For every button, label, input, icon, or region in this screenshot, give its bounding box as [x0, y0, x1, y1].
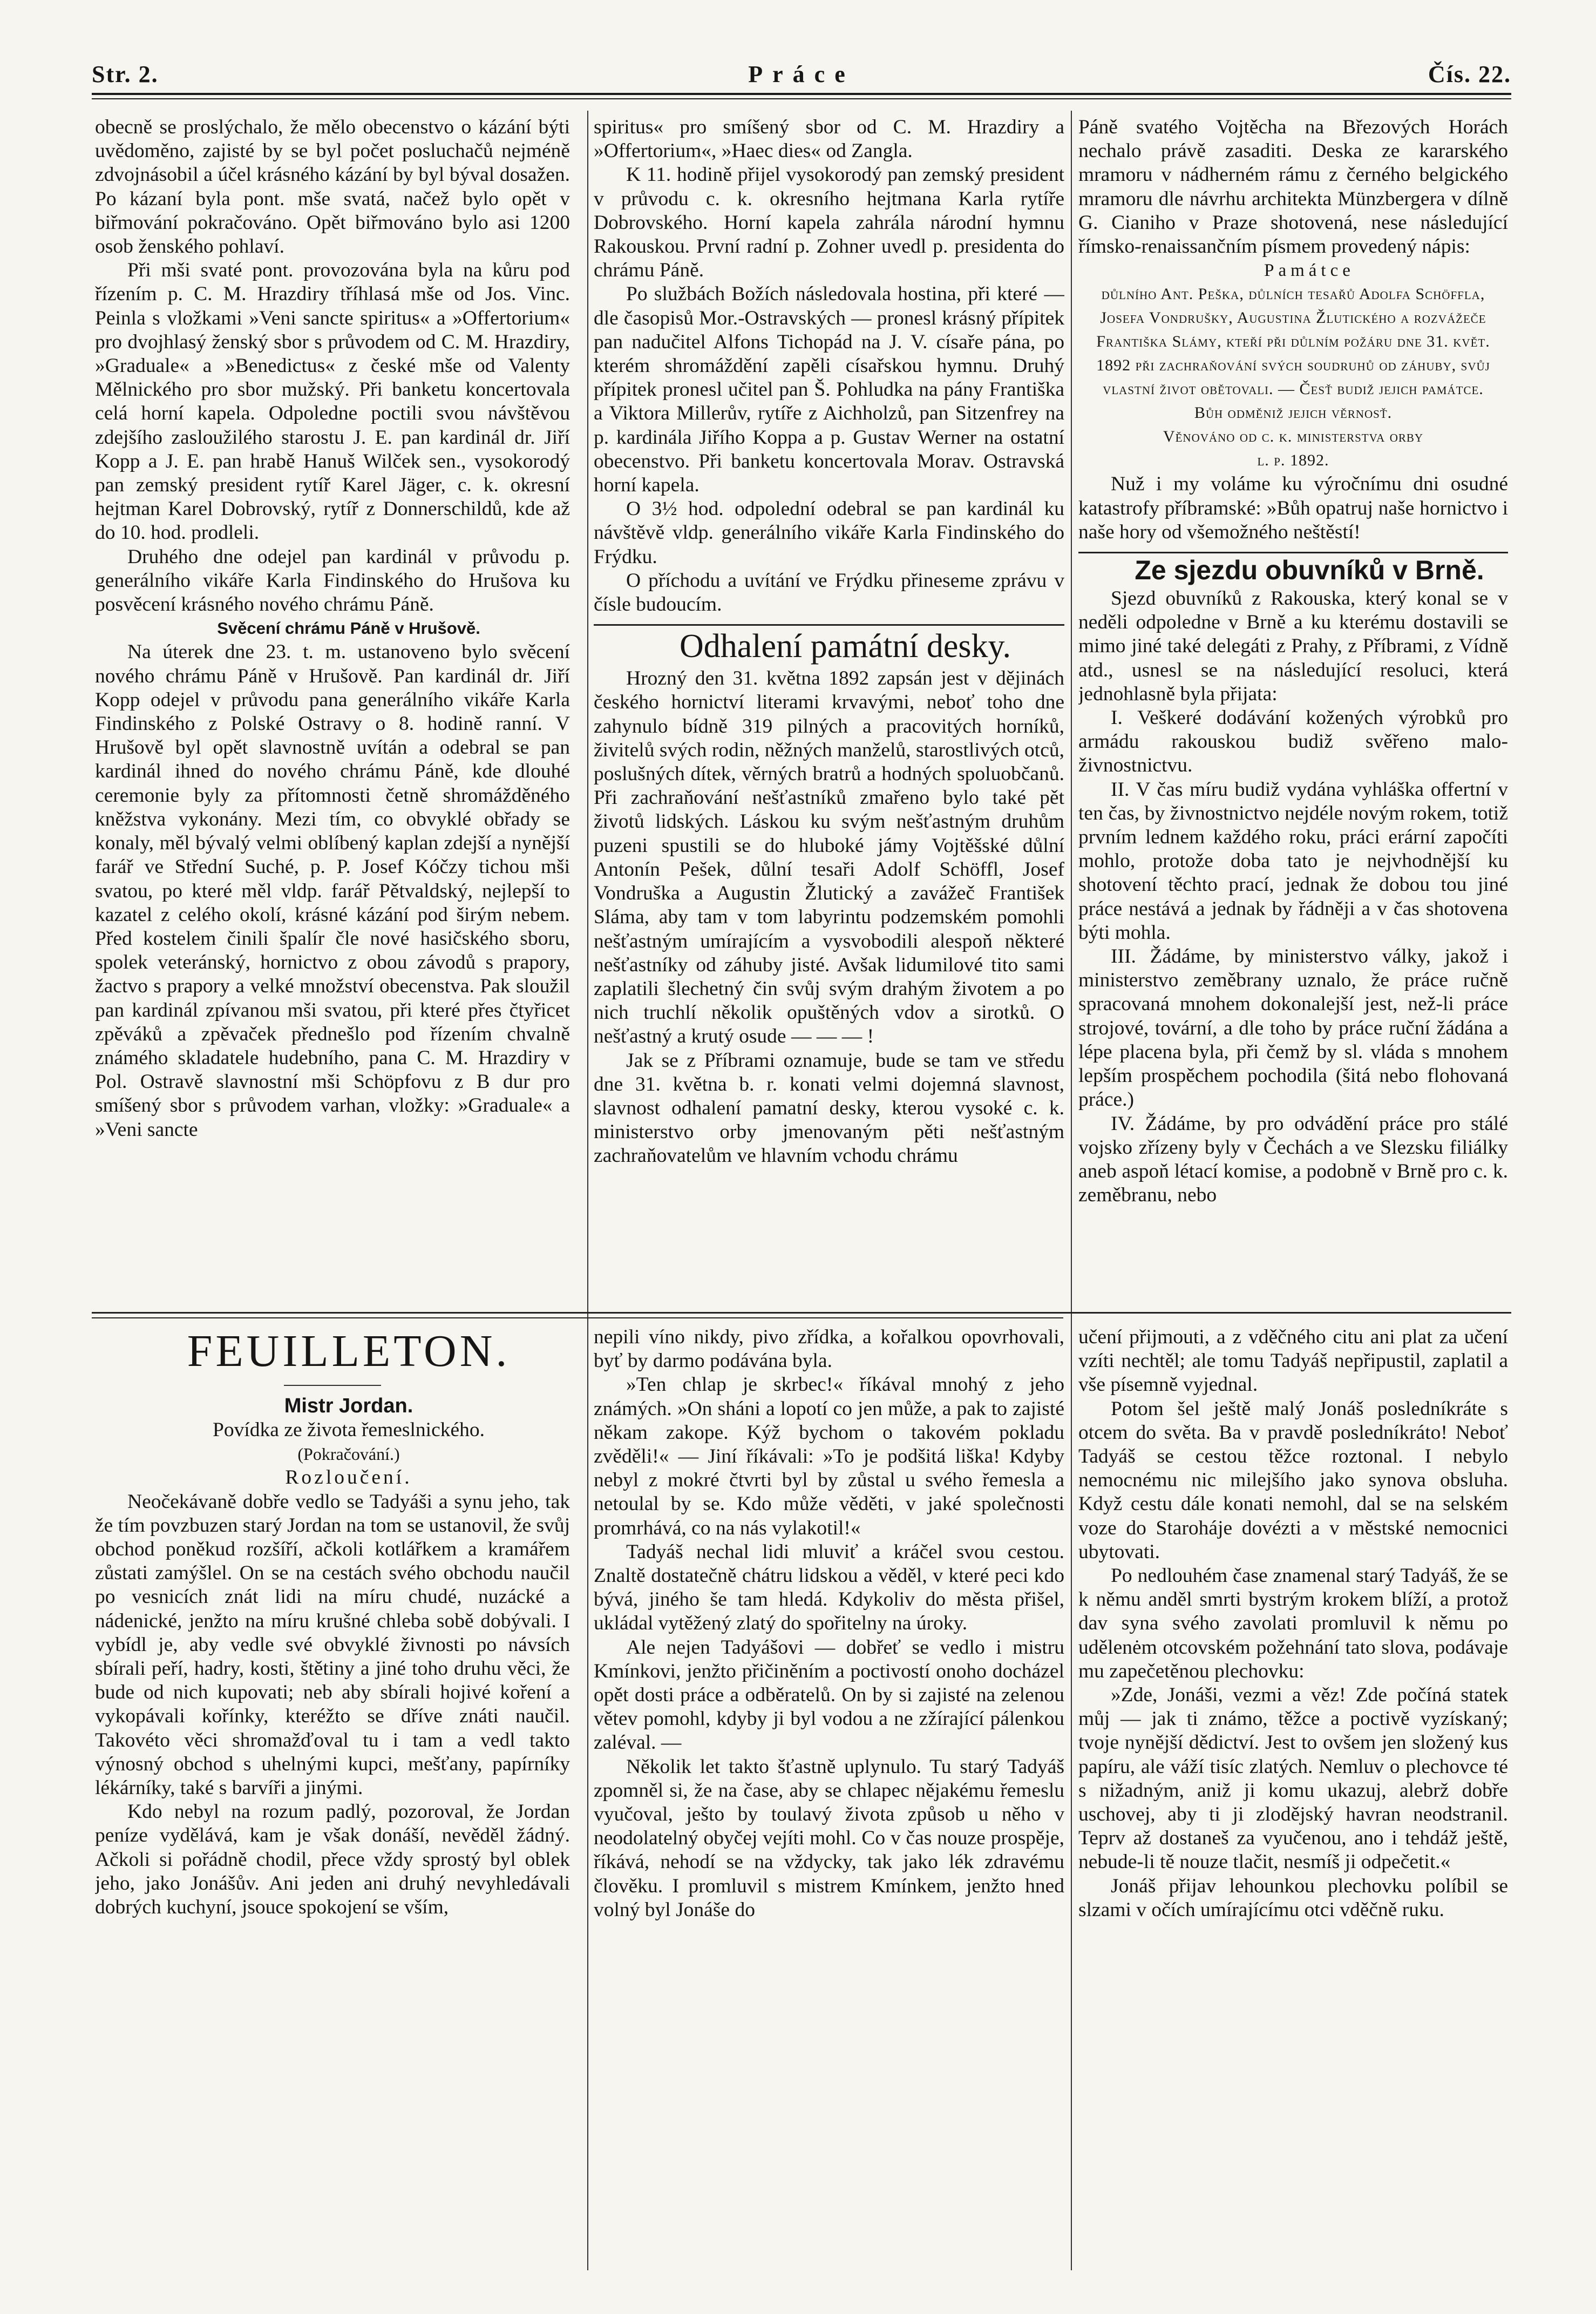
paragraph: IV. Žádáme, by pro odvádění práce pro stálé vojsko zřízeny byly v Čechách a ve Slezsku filiálky aneb aspoň létací komise, a podobně v Brně pro c. k. zeměbranu, nebo — [1078, 1112, 1508, 1207]
continuation-note: (Pokračování.) — [297, 1444, 400, 1464]
article-separator — [1078, 552, 1508, 553]
feuilleton-heading: FEUILLETON. — [187, 1326, 511, 1376]
paragraph: Jonáš přijav lehounkou plechovku políbil se slzami v očích umírajícímu otci vděčně ruku. — [1078, 1875, 1508, 1921]
plaque-line: Bůh odměniž jejich věrnosť. — [1194, 404, 1393, 422]
story-title: Mistr Jordan. — [284, 1395, 413, 1417]
paragraph: Několik let takto šťastně uplynulo. Tu starý Tadyáš zpomněl si, že na čase, aby se chlapec nějakému řemeslu vyučoval, ješto by toulavý života způsob u něho v neodolatelný obyčej vejíti mohl. Co v čas nouze prospěje, říkává, nehodí se na vždycky, tak jako lék zdravému člověku. I promluvil s mistrem Kmínkem, jenžto hned volný byl Jonáše do — [594, 1755, 1064, 1921]
feuilleton-column-1 — [95, 1325, 570, 2286]
paragraph: III. Žádáme, by ministerstvo války, jakož i ministerstvo zeměbrany uznalo, že práce ručně spracovaná mnohem dokonalejší jest, než-li práce strojové, tovární, a dle toho by práce ruční žádána a lépe placena byla, při čemž by sl. vláda s mnohem lepším prospěchem pochodila (šitá nebo flohovaná práce.) — [1078, 945, 1508, 1111]
story-subtitle: Povídka ze života řemeslnického. — [213, 1419, 485, 1441]
paragraph: Jak se z Příbrami oznamuje, bude se tam ve středu dne 31. května b. r. konati velmi dojemná slavnost, slavnost odhalení pamatní desky, kterou vysoké c. k. ministerstvo orby jmenovaným pěti nešťastným zachraňovatelům ve hlavním vchodu chrámu — [594, 1049, 1064, 1167]
plaque-line: Věnováno od c. k. ministerstva orby — [1163, 428, 1424, 446]
header-rule-thin — [92, 98, 1511, 99]
feuilleton-column-2 — [594, 1325, 1064, 2286]
paragraph: Tadyáš nechal lidi mluviť a kráčel svou cestou. Znaltě dostatečně chátru lidskou a věděl, v které peci kdo bývá, jiného še tam hledá. Kdykoliv do města přišel, ukládal vytěžený zlatý do spořitelny na úroky. — [594, 1540, 1064, 1635]
feuilleton-separator — [92, 1312, 1511, 1314]
chapter-title: Rozloučení. — [285, 1466, 412, 1489]
ornament-rule — [284, 1385, 381, 1386]
column-divider — [1071, 111, 1072, 2270]
newspaper-title: Práce — [748, 61, 855, 87]
paragraph: obecně se proslýchalo, že mělo obecenstvo o kázání býti uvědoměno, zajisté by se byl počet posluchačů nejméně zdvojnásobil a účel krásného kázání by byl býval dosažen. Po kázaní byla pont. mše svatá, načež bylo opět v biřmování pokračováno. Opět biřmováno bylo asi 1200 osob ženského pohlaví. — [95, 116, 570, 258]
paragraph: »Ten chlap je skrbec!« říkával mnohý z jeho známých. »On sháni a lopotí co jen může, a pak to zajisté někam zakope. Kýž bychom o takovém pokladu zvěděli!« — Jiní říkávali: »To je podšitá liška! Kdyby nebyl z mokré čtvrti byl by zůstal u svého řemesla a netoulal by se. Kdo může věděti, v jaké společnosti promrhává, co na nás vylakotil!« — [594, 1373, 1064, 1539]
plaque-title: Památce — [1264, 261, 1355, 281]
article-separator — [594, 624, 1064, 626]
column-divider — [587, 111, 588, 2270]
article-heading: Ze sjezdu obuvníků v Brně. — [1135, 555, 1484, 586]
plaque-line: l. p. 1892. — [1257, 451, 1329, 470]
article-heading: Odhalení památní desky. — [679, 628, 1011, 665]
paragraph: Páně svatého Vojtěcha na Březových Horách nechalo právě zasaditi. Deska ze kararského mramoru v nádherném rámu z černého belgického mramoru dle návrhu architekta Münzbergera v dílně G. Cianiho v Praze shotovená, nese následující římsko-renaissančním písmem provedený nápis: — [1078, 116, 1508, 258]
page-number: Str. 2. — [92, 61, 159, 87]
paragraph: Po nedlouhém čase znamenal starý Tadyáš, že se k němu anděl smrti bystrým krokem blíží, a protož dav syna svého zavolati promluvil k němu po udělenėm otcovském požehnání tato slova, podávaje mu zapečetěnou plechovku: — [1078, 1565, 1508, 1682]
paragraph: Druhého dne odejel pan kardinál v průvodu p. generálního vikáře Karla Findinského do Hrušova ku posvěcení krásného nového chrámu Páně. — [95, 545, 570, 616]
section-subhead: Svěcení chrámu Páně v Hrušově. — [217, 619, 480, 638]
paragraph: učení přijmouti, a z vděčného citu ani plat za učení vzíti nechtěl; ale tomu Tadyáš nepřipustil, zaplatil a vše písemně vyjednal. — [1078, 1326, 1508, 1396]
issue-number: Čís. 22. — [1428, 61, 1511, 87]
paragraph: Na úterek dne 23. t. m. ustanoveno bylo svěcení nového chrámu Páně v Hrušově. Pan kardinál dr. Jiří Kopp odejel v průvodu pana generálního vikáře Karla Findinského z Polské Ostravy o 8. hodině ranní. V Hrušově byl opět slavnostně uvítán a odebral se pan kardinál ihned do nového chrámu Páně, kde dlouhé ceremonie byly za přítomnosti četně shromážděného kněžstva vykonány. Mezi tím, co obvyklé obřady se konaly, měl bývalý velmi oblíbený kaplan zdejší a nynější farář ve Střední Suché, p. P. Josef Kóčzy tichou mši svatou, po které měl vldp. farář Pětvaldský, nejlepší to kazatel z celého okolí, krásné kázání pod širým nebem. Před kostelem činili špalír čle nové hasičského sboru, spolek veteránský, hornictvo z obou závodů s prapory, žactvo s prapory a velké množství obecenstva. Pak sloužil pan kardinál zpívanou mši svatou, při které přes čtyřicet zpěváků a zpěvaček přednešlo pod řízením chvalně známého skladatele hudebního, pana C. M. Hrazdiry v Pol. Ostravě slavnostní mši Schöpfovu z B dur pro smíšený sbor s průvodem varhan, vložky: »Graduale« a »Veni sancte — [95, 641, 570, 1141]
paragraph: K 11. hodině přijel vysokorodý pan zemský president v průvodu c. k. okresního hejtmana Karla rytíře Dobrovského. Horní kapela zahrála národní hymnu Rakouskou. První radní p. Zohner uvedl p. presidenta do chrámu Páně. — [594, 164, 1064, 282]
plaque-text: důlního Ant. Peška, důlních tesařů Adolfa Schöffla, Josefa Vondrušky, Augustina Žlutického a rozvážeče Františka Slámy, kteří při důlním požáru dne 31. květ. 1892 při zachraňování svých soudruhů od záhuby, svůj vlastní život obětovali. — Česť budiž jejich památce. — [1096, 285, 1490, 398]
paragraph: Ale nejen Tadyášovi — dobřeť se vedlo i mistru Kmínkovi, jenžto přičiněním a poctivostí onoho docházel opět dosti práce a odběratelů. On by si zajisté na zelenou větev pomohl, kdyby ji byl vodou a ne zžírající pálenkou zaléval. — — [594, 1636, 1064, 1754]
paragraph: »Zde, Jonáši, vezmi a věz! Zde počíná statek můj — jak ti známo, těžce a poctivě vyzískaný; tvoje nynější dědictví. Jest to ovšem jen složený kus papíru, ale váží tisíc zlatých. Nemluv o plechovce té s nižadným, aniž ji komu ukazuj, alebrž dobře uschovej, aby ti ji zlodějský havran neodstranil. Teprv až dostaneš za vyučenou, ano i tehdáž ještě, nebude-li tě nouze tlačit, nesmíš ji odpečetit.« — [1078, 1684, 1508, 1873]
paragraph: O příchodu a uvítání ve Frýdku přineseme zprávu v čísle budoucím. — [594, 569, 1064, 616]
paragraph: Neočekávaně dobře vedlo se Tadyáši a synu jeho, tak že tím povzbuzen starý Jordan na tom se ustanovil, že svůj obchod poněkud rozšíří, ačkoli kotlářkem a kramářem zůstati zamýšlel. On se na cestách svého obchodu naučil po vesnicích znát lidi na míru chudé, nuzácké a nádenické, jenžto na míru krušné chleba sobě dobývali. I vybídl je, aby vedle své obvyklé živnosti po návsích sbírali peří, hadry, kosti, štětiny a jiné toho druhu věci, že bude od nich kupovati; neb aby sbírali hojivé koření a vykopávali kořínky, kteréžto se dříve znáti naučil. Takovéto věci shromažďoval tu i tam a vedl takto výnosný obchod s uhelnými kupci, mešťany, papírníky lékárníky, také s barvíři a jinými. — [95, 1490, 570, 1799]
paragraph: Nuž i my voláme ku výročnímu dni osudné katastrofy příbramské: »Bůh opatruj naše hornictvo i naše hory od všemožného neštěstí! — [1078, 473, 1508, 543]
feuilleton-separator-thin — [92, 1317, 1063, 1318]
column-1-news — [95, 116, 570, 1306]
paragraph: spiritus« pro smíšený sbor od C. M. Hrazdiry a »Offertorium«, »Haec dies« od Zangla. — [594, 116, 1064, 163]
paragraph: O 3½ hod. odpolední odebral se pan kardinál ku návštěvě vldp. generálního vikáře Karla Findinského do Frýdku. — [594, 498, 1064, 568]
paragraph: Potom šel ještě malý Jonáš posledníkráte s otcem do světa. Ba v pravdě posledníkráto! Neboť Tadyáš se cestou těžce roztonal. I nebylo nemocnému nic milejšího jako synova obsluha. Když cestu dále konati nemohl, dal se na selském voze do Staroháje dovézti a v městské nemocnici ubytovati. — [1078, 1397, 1508, 1563]
column-2-news — [594, 116, 1064, 1306]
paragraph: Po službách Božích následovala hostina, při které — dle časopisů Mor.-Ostravských — pronesl krásný přípitek pan nadučitel Alfons Tichopád na J. V. císaře pána, po kterém shromáždění zapěli císařskou hymnu. Druhý přípitek pronesl učitel pan Š. Pohludka na pány Františka a Viktora Millerův, rytíře z Aichholzů, pan Sitzenfrey na p. kardinála Jiřího Koppa a p. Gustav Werner na ostatní obecenstvo. Při banketu koncertovala Morav. Ostravská horní kapela. — [594, 283, 1064, 497]
paragraph: Hrozný den 31. května 1892 zapsán jest v dějinách českého hornictví literami krvavými, neboť toho dne zahynulo bídně 319 pilných a pracovitých horníků, živitelů svých rodin, něžných manželů, starostlivých otců, poslušných dítek, věrných bratrů a hodných spoluobčanů. Při zachraňování nešťastníků zmařeno bylo také pět životů lidských. Láskou ku svým nešťastným druhům puzeni spustili se do hluboké jámy Vojtěšské důlní Antonín Pešek, důlní tesaři Adolf Schöffl, Josef Vondruška a Augustin Žlutický a zavážeč František Sláma, aby tam v tom labyrintu podzemském pomohli nešťastným umírajícím a vysvobodili alespoň některé nešťastníky od záhuby jisté. Avšak lidumilové tito sami zaplatili šlechetný čin svůj svým drahým životem a po nich truchlí několik opuštěných vdov a sirotků. O nešťastný a krutý osude — — — ! — [594, 667, 1064, 1048]
header-rule — [92, 93, 1511, 95]
feuilleton-column-3 — [1078, 1325, 1508, 2286]
column-3-news — [1078, 116, 1508, 1306]
paragraph: Sjezd obuvníků z Rakouska, který konal se v neděli odpoledne v Brně a ku kterému dostavili se mimo jiné také delegáti z Prahy, z Příbrami, z Vídně atd., usnesl se na následující resoluci, která jednohlasně byla přijata: — [1078, 587, 1508, 705]
paragraph: II. V čas míru budiž vydána vyhláška offertní v ten čas, by živnostnictvo nejdéle novým rokem, totiž prvním lednem každého roku, práci erární započíti mohlo, protože doba tato je nejvhodnější ku shotovení těchto prací, jednak že dobou tou jiné práce nestává a jednak by řádněji a v čas shotovena býti mohla. — [1078, 778, 1508, 944]
paragraph: Kdo nebyl na rozum padlý, pozoroval, že Jordan peníze vydělává, kam je však donáší, nevěděl žádný. Ačkoli si pořádně chodil, přece vždy sprostý byl oblek jeho, jako Jonášův. Ani jeden ani druhý nevyhledávali dobrých kuchyní, jsouce spokojení se vším, — [95, 1801, 570, 1919]
paragraph: Při mši svaté pont. provozována byla na kůru pod řízením p. C. M. Hrazdiry tříhlasá mše od Jos. Vinc. Peinla s vložkami »Veni sancte spiritus« a »Offertorium« pro dvojhlasý ženský sbor s průvodem od C. M. Hrazdiry, »Graduale« a »Benedictus« z české mše od Valenty Mělnického pro sbor mužský. Při banketu koncertovala celá horní kapela. Odpoledne poctili svou návštěvou zdejšího zasloužilého starostu J. E. pan kardinál dr. Jiří Kopp a J. E. pan hrabě Hanuš Wilček sen., vysokorodý pan zemský president rytíř Karel Jäger, c. k. okresní hejtman Karel Dobrovský, rytíř z Donnerschildů, kde až do 10. hod. prodleli. — [95, 259, 570, 544]
paragraph: nepili víno nikdy, pivo zřídka, a kořalkou opovrhovali, byť by darmo podávána byla. — [594, 1326, 1064, 1372]
paragraph: I. Veškeré dodávání kožených výrobků pro armádu rakouskou budiž svěřeno malo-živnostnictvu. — [1078, 707, 1508, 777]
